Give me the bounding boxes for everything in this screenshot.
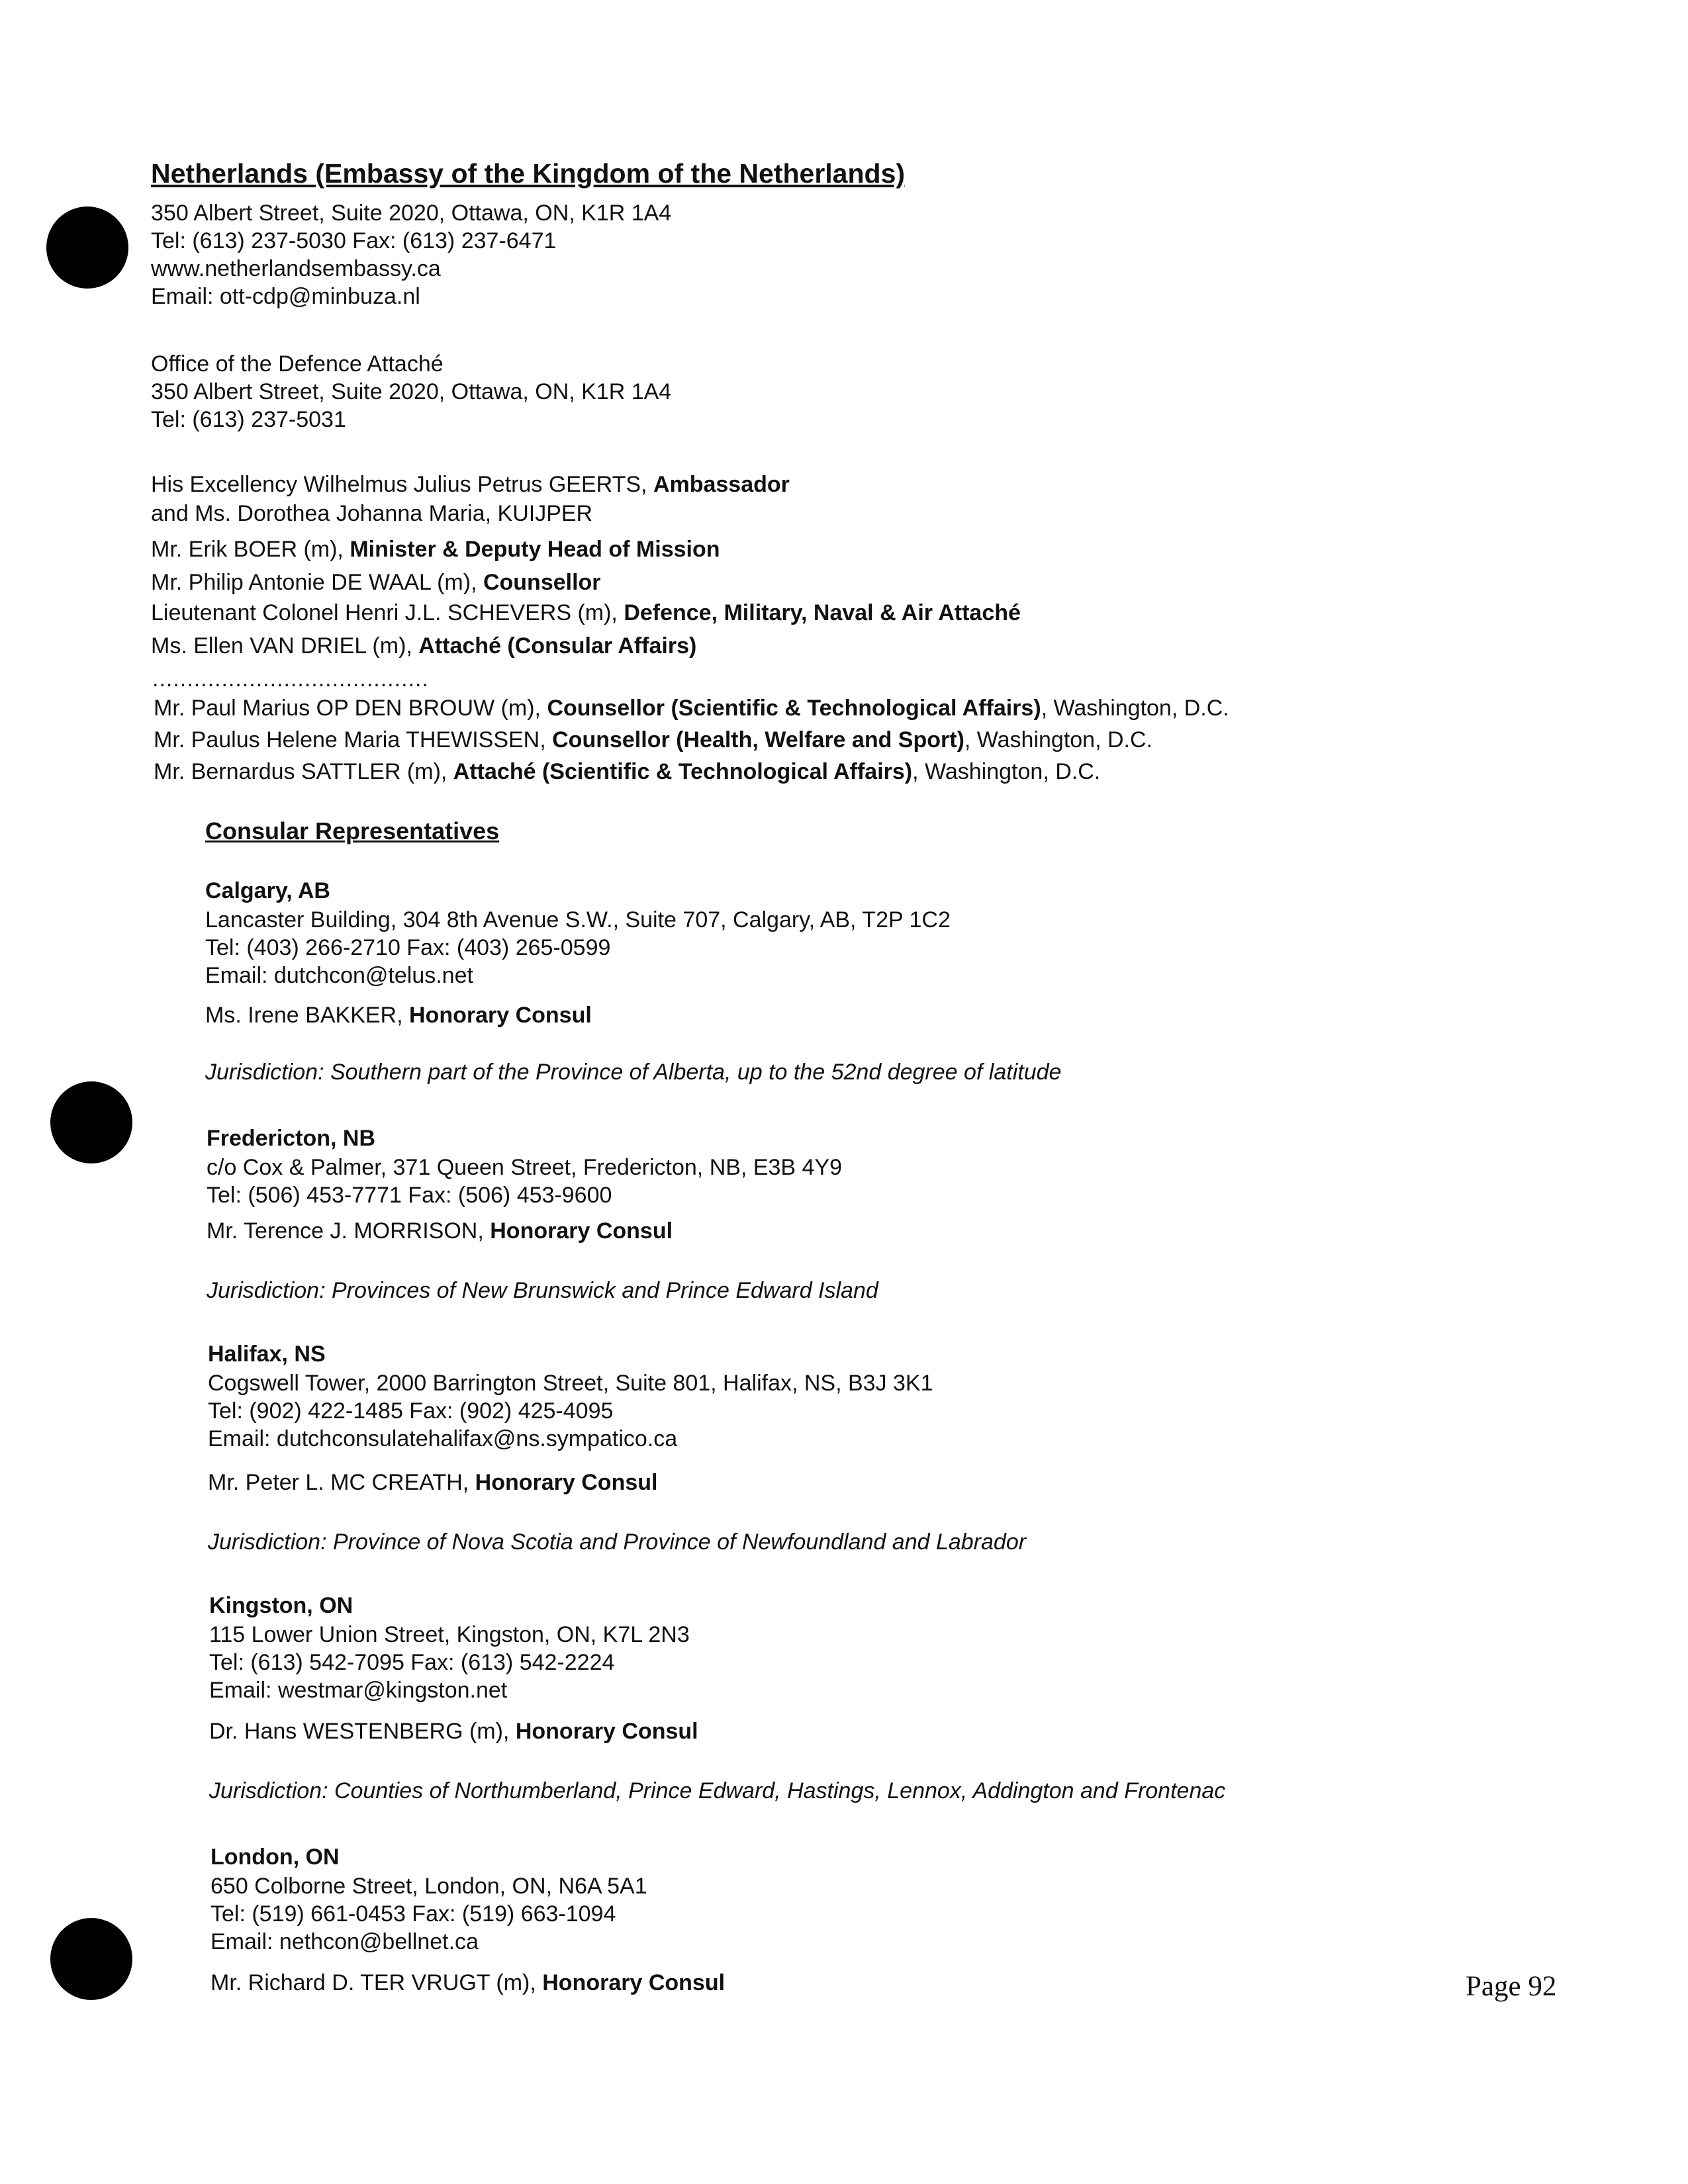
consulate-city: Calgary, AB bbox=[205, 878, 330, 903]
consulate-city: Fredericton, NB bbox=[207, 1126, 376, 1151]
embassy-title: Netherlands (Embassy of the Kingdom of the Netherlands) bbox=[151, 158, 906, 189]
consulate-city: London, ON bbox=[211, 1844, 340, 1870]
consulate-jurisdiction: Jurisdiction: Province of Nova Scotia and Province of Newfoundland and Labrador bbox=[208, 1529, 1027, 1555]
consulate-jurisdiction: Jurisdiction: Counties of Northumberland, Prince Edward, Hastings, Lennox, Addington and Frontenac bbox=[209, 1778, 1226, 1803]
consulate-phone-fax: Tel: (902) 422-1485 Fax: (902) 425-4095 bbox=[208, 1398, 614, 1424]
consulate-phone-fax: Tel: (613) 542-7095 Fax: (613) 542-2224 bbox=[209, 1650, 615, 1675]
washington-staff-entry: Mr. Paul Marius OP DEN BROUW (m), Counsellor (Scientific & Technological Affairs), Washington, D.C. bbox=[154, 696, 1229, 721]
embassy-address: 350 Albert Street, Suite 2020, Ottawa, ON, K1R 1A4 bbox=[151, 201, 672, 226]
consulate-email: Email: nethcon@bellnet.ca bbox=[211, 1929, 479, 1954]
consulate-jurisdiction: Jurisdiction: Provinces of New Brunswick and Prince Edward Island bbox=[207, 1278, 878, 1303]
staff-entry: Ms. Ellen VAN DRIEL (m), Attaché (Consular Affairs) bbox=[151, 633, 697, 659]
consulate-address: Cogswell Tower, 2000 Barrington Street, Suite 801, Halifax, NS, B3J 3K1 bbox=[208, 1371, 933, 1396]
staff-entry: Mr. Philip Antonie DE WAAL (m), Counsellor bbox=[151, 570, 601, 595]
defence-office-name: Office of the Defence Attaché bbox=[151, 351, 444, 377]
consul-entry: Dr. Hans WESTENBERG (m), Honorary Consul bbox=[209, 1719, 698, 1744]
consulate-phone-fax: Tel: (519) 661-0453 Fax: (519) 663-1094 bbox=[211, 1901, 616, 1927]
consulate-jurisdiction: Jurisdiction: Southern part of the Province of Alberta, up to the 52nd degree of latitude bbox=[205, 1060, 1062, 1085]
staff-entry: Mr. Erik BOER (m), Minister & Deputy Head of Mission bbox=[151, 537, 720, 562]
binder-hole bbox=[46, 206, 128, 289]
washington-staff-entry: Mr. Bernardus SATTLER (m), Attaché (Scientific & Technological Affairs), Washington, D.C. bbox=[154, 759, 1101, 784]
consulate-address: c/o Cox & Palmer, 371 Queen Street, Fredericton, NB, E3B 4Y9 bbox=[207, 1155, 843, 1180]
binder-hole bbox=[50, 1918, 132, 2000]
consul-entry: Mr. Richard D. TER VRUGT (m), Honorary Consul bbox=[211, 1970, 726, 1995]
consulate-city: Kingston, ON bbox=[209, 1593, 353, 1618]
embassy-phone-fax: Tel: (613) 237-5030 Fax: (613) 237-6471 bbox=[151, 228, 557, 253]
consulate-city: Halifax, NS bbox=[208, 1342, 326, 1367]
consulate-phone-fax: Tel: (506) 453-7771 Fax: (506) 453-9600 bbox=[207, 1183, 612, 1208]
consular-heading: Consular Representatives bbox=[205, 817, 500, 844]
washington-staff-entry: Mr. Paulus Helene Maria THEWISSEN, Counsellor (Health, Welfare and Sport), Washington, D.C. bbox=[154, 727, 1152, 752]
staff-entry: His Excellency Wilhelmus Julius Petrus GEERTS, Ambassador bbox=[151, 472, 790, 497]
consul-entry: Ms. Irene BAKKER, Honorary Consul bbox=[205, 1003, 592, 1028]
consulate-email: Email: dutchcon@telus.net bbox=[205, 963, 473, 988]
consul-entry: Mr. Terence J. MORRISON, Honorary Consul bbox=[207, 1218, 673, 1244]
embassy-website: www.netherlandsembassy.ca bbox=[151, 256, 441, 281]
consulate-address: 115 Lower Union Street, Kingston, ON, K7L 2N3 bbox=[209, 1622, 690, 1647]
consulate-address: Lancaster Building, 304 8th Avenue S.W., Suite 707, Calgary, AB, T2P 1C2 bbox=[205, 907, 951, 933]
consul-entry: Mr. Peter L. MC CREATH, Honorary Consul bbox=[208, 1470, 658, 1495]
defence-office-phone: Tel: (613) 237-5031 bbox=[151, 407, 346, 432]
consulate-phone-fax: Tel: (403) 266-2710 Fax: (403) 265-0599 bbox=[205, 935, 611, 960]
defence-office-address: 350 Albert Street, Suite 2020, Ottawa, ON, K1R 1A4 bbox=[151, 379, 672, 404]
binder-hole bbox=[50, 1081, 132, 1163]
consulate-email: Email: westmar@kingston.net bbox=[209, 1678, 508, 1703]
consulate-email: Email: dutchconsulatehalifax@ns.sympatico.ca bbox=[208, 1426, 678, 1451]
staff-entry: and Ms. Dorothea Johanna Maria, KUIJPER bbox=[151, 501, 593, 526]
embassy-email: Email: ott-cdp@minbuza.nl bbox=[151, 284, 420, 309]
page-number: Page 92 bbox=[1466, 1971, 1557, 2002]
consulate-address: 650 Colborne Street, London, ON, N6A 5A1 bbox=[211, 1874, 647, 1899]
dotted-separator: ........................................ bbox=[152, 666, 429, 692]
staff-entry: Lieutenant Colonel Henri J.L. SCHEVERS (m), Defence, Military, Naval & Air Attaché bbox=[151, 600, 1021, 625]
